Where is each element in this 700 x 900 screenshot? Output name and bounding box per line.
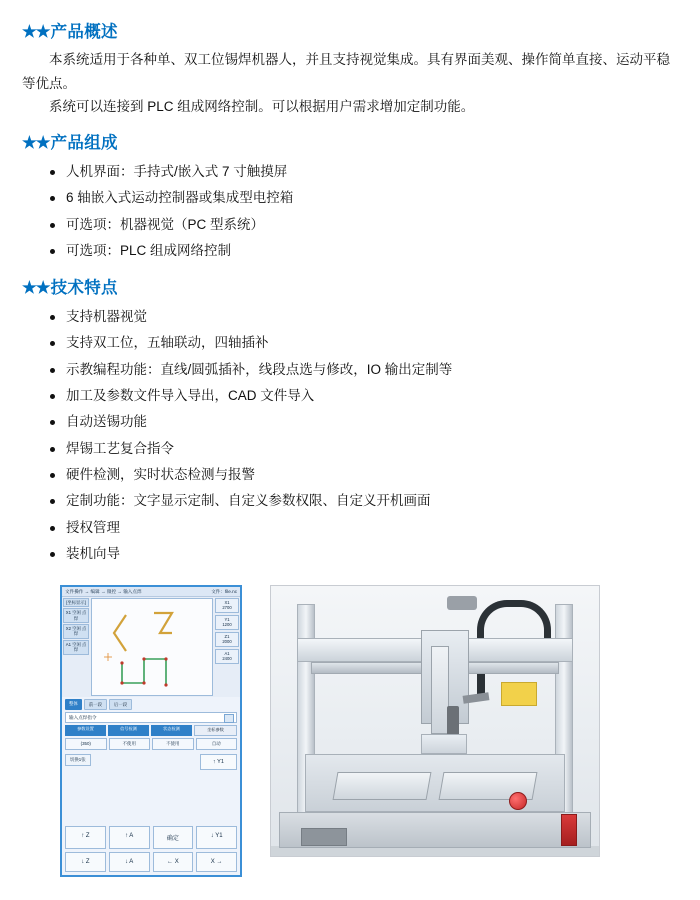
axis-value: 2400 [222, 656, 232, 662]
confirm-button[interactable]: 确定 [153, 826, 194, 849]
hmi-coord-title: [坐标显示] [63, 598, 89, 607]
overview-paragraph-1: 本系统适用于各种单、双工位锡焊机器人，并且支持视觉集成。具有界面美观、操作简单直接、运动平稳等优点。 [22, 52, 670, 91]
list-item: 加工及参数文件导入导出，CAD 文件导入 [48, 383, 678, 409]
section-heading-composition [22, 129, 678, 153]
list-item: 可选项：机器视觉（PC 型系统） [48, 212, 678, 238]
heading-stars: ★★ [22, 23, 50, 41]
hmi-axis-readouts [214, 597, 240, 697]
hmi-path-canvas[interactable] [91, 598, 213, 696]
axis-name: X1 [224, 600, 230, 605]
hmi-body [62, 597, 240, 697]
list-item: 授权管理 [48, 515, 678, 541]
axis-name: A1 [224, 650, 230, 656]
hmi-jog-keypad [62, 824, 240, 875]
axis-value: 2700 [222, 605, 232, 611]
chip-param-settings[interactable]: 参数设置 [65, 725, 106, 736]
list-item: 硬件检测，实时状态检测与报警 [48, 462, 678, 488]
section-heading-features [22, 274, 678, 298]
list-item: 示教编程功能：直线/圆弧插补，线段点选与修改，IO 输出定制等 [48, 357, 678, 383]
hmi-path-graphic [92, 599, 212, 695]
photo-fixture-left [333, 772, 432, 800]
list-item: 支持双工位，五轴联动，四轴插补 [48, 330, 678, 356]
hmi-station-cell[interactable]: A1 空闲 点焊 [63, 640, 89, 655]
heading-text: 技术特点 [50, 279, 118, 298]
hmi-axis-a1 [215, 649, 239, 664]
jog-a-up[interactable]: ↑ A [109, 826, 150, 849]
hmi-menubar [62, 587, 240, 597]
hmi-chip-bar [62, 724, 240, 737]
hmi-axis-x1 [215, 598, 239, 613]
photo-warning-label [501, 682, 537, 706]
hmi-axis-y1 [215, 615, 239, 630]
composition-list [22, 159, 678, 264]
value-param: (350) [65, 738, 107, 750]
list-item: 6 轴嵌入式运动控制器或集成型电控箱 [48, 185, 678, 211]
hmi-station-cell[interactable]: X1 空闲 点焊 [63, 608, 89, 623]
axis-name: Z1 [224, 633, 230, 639]
machine-photo-figure [270, 585, 600, 857]
overview-paragraph-2: 系统可以连接到 PLC 组成网络控制。可以根据用户需求增加定制功能。 [49, 99, 475, 115]
axis-value: 2000 [222, 639, 232, 645]
value-signal: 不使用 [109, 738, 151, 750]
jog-x-left[interactable]: ← X [153, 852, 194, 872]
section-heading-overview [22, 18, 678, 42]
tab-overall[interactable]: 整体 [65, 699, 82, 710]
list-item: 人机界面：手持式/嵌入式 7 寸触摸屏 [48, 159, 678, 185]
hmi-file-label: 文件：file.nc [211, 588, 237, 594]
keyboard-icon[interactable] [224, 714, 234, 723]
list-item: 可选项：PLC 组成网络控制 [48, 238, 678, 264]
hmi-command-input[interactable] [65, 712, 237, 723]
tab-prev-segment[interactable]: 前一段 [84, 699, 107, 710]
hmi-screenshot-figure [60, 585, 242, 877]
jog-x-right[interactable]: X → [196, 852, 237, 872]
jog-y1-up[interactable]: ↑ Y1 [200, 754, 237, 770]
jog-y1-down[interactable]: ↓ Y1 [196, 826, 237, 849]
hmi-value-bar [62, 737, 240, 752]
axis-name: Y1 [224, 616, 230, 622]
tab-next-segment[interactable]: 后一段 [109, 699, 132, 710]
photo-control-panel [301, 828, 347, 846]
list-item: 支持机器视觉 [48, 304, 678, 330]
list-item: 定制功能：文字显示定制、自定义参数权限、自定义开机画面 [48, 488, 678, 514]
hmi-tab-bar [62, 697, 240, 711]
jog-z-up[interactable]: ↑ Z [65, 826, 106, 849]
jog-a-down[interactable]: ↓ A [109, 852, 150, 872]
photo-emergency-stop [509, 792, 527, 810]
hmi-left-panel [62, 597, 90, 697]
chip-signal-check[interactable]: 信号检测 [108, 725, 149, 736]
photo-center-tray [421, 734, 467, 754]
heading-stars: ★★ [22, 279, 50, 298]
hmi-command-placeholder: 输入点焊指令 [69, 714, 97, 720]
chip-status-check[interactable]: 状态检测 [151, 725, 192, 736]
value-status: 不使用 [152, 738, 194, 750]
heading-text: 产品概述 [50, 23, 118, 41]
hmi-menu-items: 文件操作 → 编辑 → 微控 → 输入点焊 [65, 588, 142, 594]
axis-value: 1200 [222, 622, 232, 628]
photo-solder-spool [447, 596, 477, 610]
chip-coord-params[interactable]: 坐标参数 [194, 725, 237, 736]
jog-z-down[interactable]: ↓ Z [65, 852, 106, 872]
heading-text: 产品组成 [50, 133, 118, 152]
switch-page-button[interactable]: 切换1张 [65, 754, 91, 766]
list-item: 焊锡工艺复合指令 [48, 436, 678, 462]
hmi-station-cell[interactable]: X2 空闲 点焊 [63, 624, 89, 639]
features-list [22, 304, 678, 567]
photo-side-panel-red [561, 814, 577, 846]
heading-stars: ★★ [22, 133, 50, 152]
list-item: 自动送锡功能 [48, 409, 678, 435]
list-item: 装机向导 [48, 541, 678, 567]
value-mode: 自动 [196, 738, 238, 750]
hmi-mid-row [62, 752, 240, 772]
hmi-axis-z1 [215, 632, 239, 647]
figures-row [60, 585, 600, 877]
